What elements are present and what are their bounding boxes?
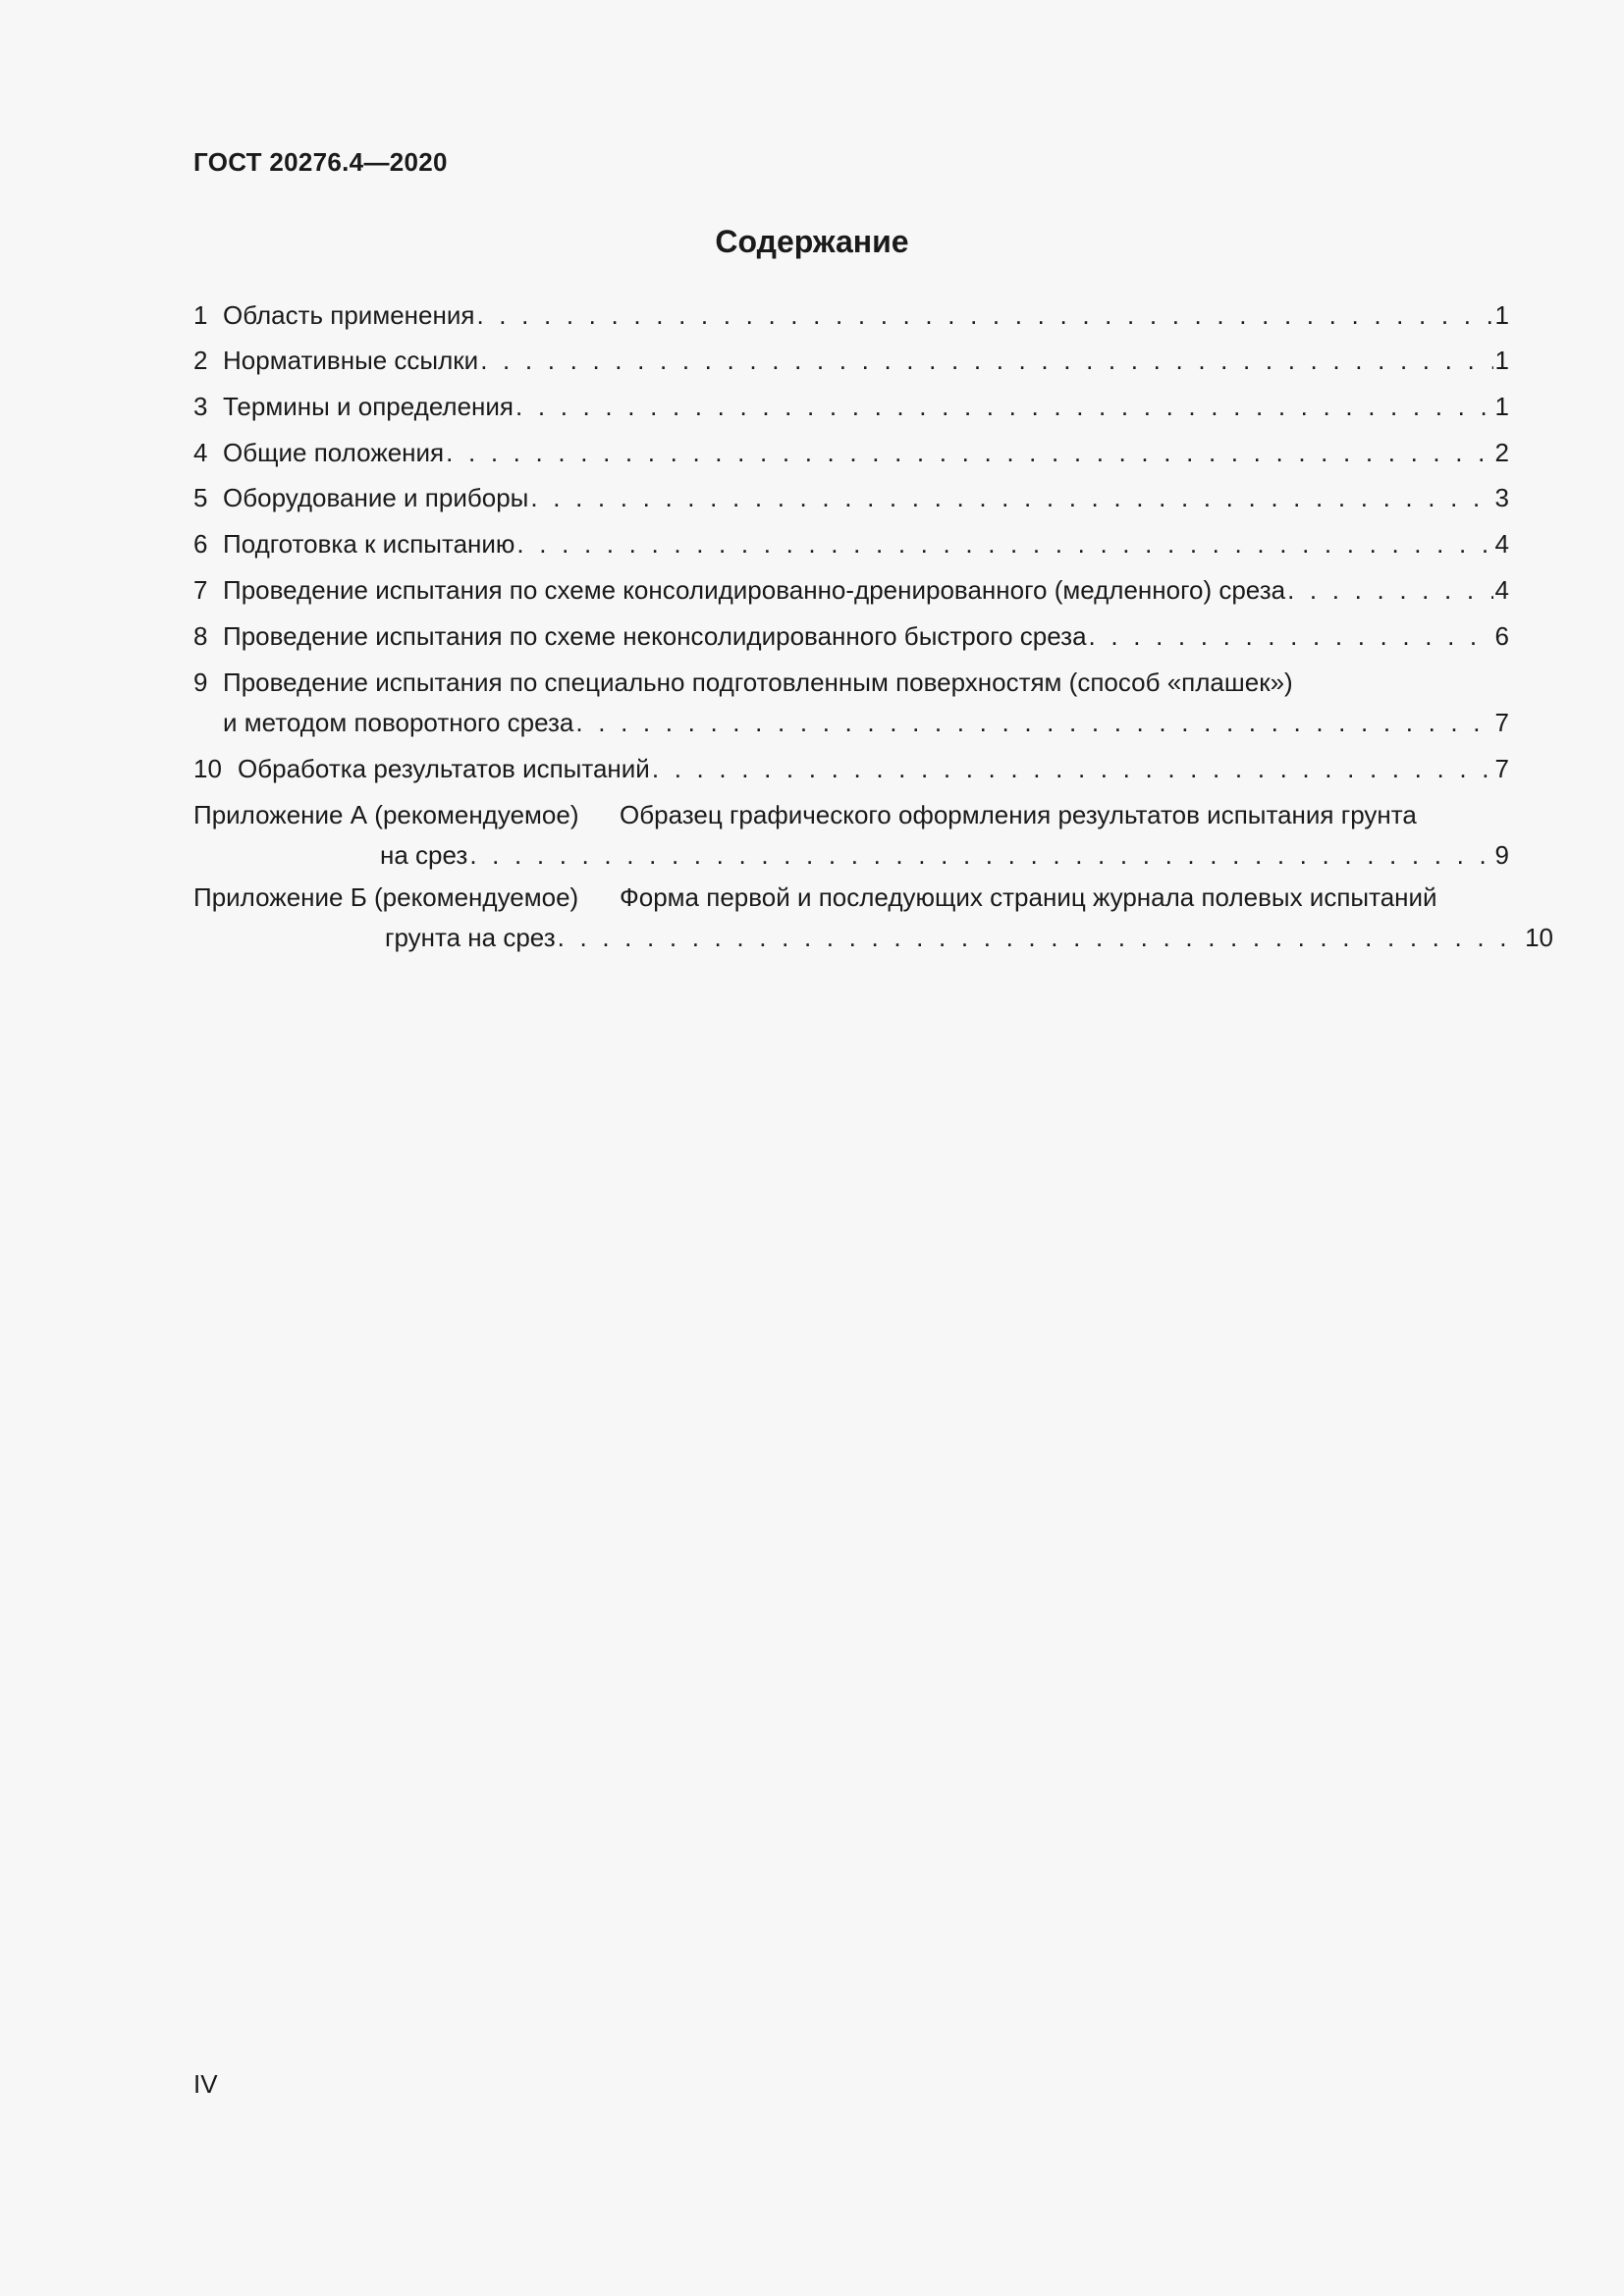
toc-entry-page: 1	[1494, 300, 1509, 330]
dot-leader	[530, 482, 1492, 513]
dot-leader	[476, 299, 1492, 331]
dot-leader	[1287, 574, 1492, 606]
toc-entry-number: 7	[193, 575, 208, 605]
toc-entry-page: 7	[1494, 754, 1509, 783]
appendix-text-continuation: на срез	[380, 840, 468, 870]
toc-entry-number: 10	[193, 754, 222, 783]
toc-entry-text: Область применения	[223, 300, 475, 330]
appendix-page: 9	[1494, 840, 1509, 870]
toc-entry-number: 8	[193, 621, 208, 651]
toc-entry-page: 3	[1494, 483, 1509, 512]
toc-entry-number: 5	[193, 483, 208, 512]
toc-entry-3[interactable]	[193, 391, 1509, 422]
toc-entry-9[interactable]	[193, 667, 1509, 738]
toc-entry-number: 6	[193, 529, 208, 559]
toc-entry-7[interactable]	[193, 574, 1509, 606]
dot-leader	[480, 345, 1492, 376]
toc-entry-text: Общие положения	[223, 438, 445, 467]
toc-appendix-a[interactable]	[193, 799, 1509, 871]
appendix-label: Приложение Б (рекомендуемое)	[193, 882, 579, 912]
toc-title: Содержание	[715, 224, 909, 259]
toc-entry-text: Обработка результатов испытаний	[238, 754, 650, 783]
toc-entry-text: Нормативные ссылки	[223, 346, 479, 375]
toc-entry-page: 4	[1494, 529, 1509, 559]
appendix-text: Образец графического оформления результатов испытания грунта	[620, 800, 1417, 829]
toc-entry-10[interactable]	[193, 753, 1509, 784]
dot-leader	[558, 922, 1523, 953]
toc-entry-number: 4	[193, 438, 208, 467]
toc-entry-page: 4	[1494, 575, 1509, 605]
toc-entry-text: Проведение испытания по схеме неконсолидированного быстрого среза	[223, 621, 1087, 651]
toc-entry-4[interactable]	[193, 437, 1509, 468]
toc-entry-text: Проведение испытания по схеме консолидированно-дренированного (медленного) среза	[223, 575, 1286, 605]
document-code: ГОСТ 20276.4—2020	[193, 147, 448, 177]
dot-leader	[1089, 620, 1493, 652]
toc-entry-text: Оборудование и приборы	[223, 483, 529, 512]
toc-entry-8[interactable]	[193, 620, 1509, 652]
toc-entry-text: Проведение испытания по специально подготовленным поверхностям (способ «плашек»)	[223, 667, 1293, 697]
toc-entry-6[interactable]	[193, 528, 1509, 560]
toc-entry-number: 1	[193, 300, 208, 330]
toc-entry-2[interactable]	[193, 345, 1509, 376]
toc-entry-number: 2	[193, 346, 208, 375]
dot-leader	[652, 753, 1493, 784]
toc-entry-page: 1	[1494, 392, 1509, 421]
toc-entry-text-continuation: и методом поворотного среза	[223, 708, 574, 737]
page-number: IV	[193, 2069, 218, 2099]
appendix-text: Форма первой и последующих страниц журнала полевых испытаний	[620, 882, 1437, 912]
toc-entry-number: 3	[193, 392, 208, 421]
appendix-text-continuation: грунта на срез	[385, 923, 556, 952]
toc-entry-page: 6	[1494, 621, 1509, 651]
toc-entry-text: Подготовка к испытанию	[223, 529, 515, 559]
dot-leader	[469, 839, 1492, 871]
appendix-page: 10	[1525, 923, 1553, 952]
toc-entry-5[interactable]	[193, 482, 1509, 513]
appendix-label: Приложение А (рекомендуемое)	[193, 800, 579, 829]
toc-entry-text: Термины и определения	[223, 392, 514, 421]
toc-entry-number: 9	[193, 667, 208, 697]
toc-entry-page: 2	[1494, 438, 1509, 467]
dot-leader	[515, 391, 1493, 422]
toc-entry-1[interactable]	[193, 299, 1509, 331]
toc-appendix-b[interactable]	[193, 881, 1553, 953]
toc-entry-page: 1	[1494, 346, 1509, 375]
dot-leader	[446, 437, 1492, 468]
dot-leader	[516, 528, 1492, 560]
dot-leader	[575, 707, 1492, 738]
toc-entry-page: 7	[1494, 708, 1509, 737]
